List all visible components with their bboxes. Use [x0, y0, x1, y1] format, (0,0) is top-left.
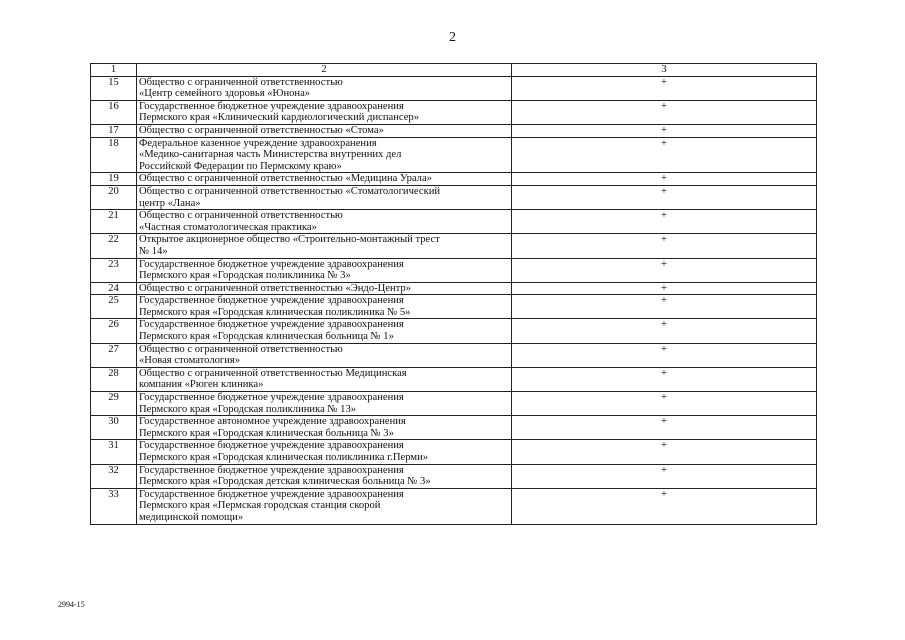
institution-name-cell: Государственное бюджетное учреждение здравоохранения Пермского края «Городская клиническая поликлиника № 5»: [137, 295, 512, 319]
table-row: [91, 464, 817, 488]
table-row: [91, 295, 817, 319]
institution-name-cell: Открытое акционерное общество «Строительно-монтажный трест № 14»: [137, 234, 512, 258]
mark-cell: +: [512, 319, 817, 343]
mark-cell: +: [512, 100, 817, 124]
institution-name-cell: Общество с ограниченной ответственностью «Центр семейного здоровья «Юнона»: [137, 76, 512, 100]
row-number-cell: 29: [91, 392, 137, 416]
header-col-3: 3: [512, 64, 817, 77]
table-row: [91, 367, 817, 391]
table-row: [91, 173, 817, 186]
institution-name-cell: Государственное бюджетное учреждение здравоохранения Пермского края «Пермская городская станция скорой медицинской помощи»: [137, 488, 512, 524]
institution-name-cell: Государственное автономное учреждение здравоохранения Пермского края «Городская клиническая больница № 3»: [137, 416, 512, 440]
mark-cell: +: [512, 367, 817, 391]
row-number-cell: 18: [91, 137, 137, 173]
table-row: [91, 440, 817, 464]
mark-cell: +: [512, 234, 817, 258]
institution-name-cell: Государственное бюджетное учреждение здравоохранения Пермского края «Городская клиническая поликлиника г.Перми»: [137, 440, 512, 464]
mark-cell: +: [512, 258, 817, 282]
row-number-cell: 30: [91, 416, 137, 440]
mark-cell: +: [512, 185, 817, 209]
mark-cell: +: [512, 295, 817, 319]
institution-name-cell: Государственное бюджетное учреждение здравоохранения Пермского края «Городская поликлиника № 13»: [137, 392, 512, 416]
institution-name-cell: Государственное бюджетное учреждение здравоохранения Пермского края «Городская поликлиника № 3»: [137, 258, 512, 282]
table-row: [91, 210, 817, 234]
institution-name-cell: Общество с ограниченной ответственностью Медицинская компания «Рюген клиника»: [137, 367, 512, 391]
mark-cell: +: [512, 137, 817, 173]
row-number-cell: 23: [91, 258, 137, 282]
institution-name-cell: Государственное бюджетное учреждение здравоохранения Пермского края «Клинический кардиологический диспансер»: [137, 100, 512, 124]
institution-name-cell: Государственное бюджетное учреждение здравоохранения Пермского края «Городская клиническая больница № 1»: [137, 319, 512, 343]
row-number-cell: 32: [91, 464, 137, 488]
mark-cell: +: [512, 343, 817, 367]
row-number-cell: 26: [91, 319, 137, 343]
row-number-cell: 31: [91, 440, 137, 464]
mark-cell: +: [512, 464, 817, 488]
institution-name-cell: Государственное бюджетное учреждение здравоохранения Пермского края «Городская детская клиническая больница № 3»: [137, 464, 512, 488]
institutions-table: [90, 63, 817, 525]
institution-name-cell: Федеральное казенное учреждение здравоохранения «Медико-санитарная часть Министерства внутренних дел Российской Федерации по Пермскому краю»: [137, 137, 512, 173]
table-row: [91, 258, 817, 282]
row-number-cell: 28: [91, 367, 137, 391]
table-row: [91, 137, 817, 173]
mark-cell: +: [512, 210, 817, 234]
table-body: [91, 64, 817, 525]
table-row: [91, 185, 817, 209]
table-row: [91, 100, 817, 124]
mark-cell: +: [512, 76, 817, 100]
row-number-cell: 25: [91, 295, 137, 319]
mark-cell: +: [512, 440, 817, 464]
row-number-cell: 19: [91, 173, 137, 186]
table-row: [91, 319, 817, 343]
institution-name-cell: Общество с ограниченной ответственностью «Новая стоматология»: [137, 343, 512, 367]
row-number-cell: 21: [91, 210, 137, 234]
table-row: [91, 392, 817, 416]
institution-name-cell: Общество с ограниченной ответственностью «Стома»: [137, 124, 512, 137]
row-number-cell: 27: [91, 343, 137, 367]
table-row: [91, 416, 817, 440]
mark-cell: +: [512, 173, 817, 186]
institution-name-cell: Общество с ограниченной ответственностью «Эндо-Центр»: [137, 282, 512, 295]
mark-cell: +: [512, 488, 817, 524]
table-row: [91, 76, 817, 100]
mark-cell: +: [512, 282, 817, 295]
row-number-cell: 16: [91, 100, 137, 124]
table-row: [91, 343, 817, 367]
table-row: [91, 234, 817, 258]
mark-cell: +: [512, 392, 817, 416]
document-code: 2994-15: [58, 600, 85, 609]
header-col-1: 1: [91, 64, 137, 77]
table-row: [91, 488, 817, 524]
institution-name-cell: Общество с ограниченной ответственностью «Частная стоматологическая практика»: [137, 210, 512, 234]
header-col-2: 2: [137, 64, 512, 77]
row-number-cell: 17: [91, 124, 137, 137]
row-number-cell: 22: [91, 234, 137, 258]
row-number-cell: 15: [91, 76, 137, 100]
mark-cell: +: [512, 416, 817, 440]
page-number: 2: [449, 30, 456, 45]
row-number-cell: 33: [91, 488, 137, 524]
institution-name-cell: Общество с ограниченной ответственностью «Стоматологический центр «Лана»: [137, 185, 512, 209]
institution-name-cell: Общество с ограниченной ответственностью «Медицина Урала»: [137, 173, 512, 186]
table-row: [91, 124, 817, 137]
row-number-cell: 20: [91, 185, 137, 209]
mark-cell: +: [512, 124, 817, 137]
table-row: [91, 282, 817, 295]
table-header-row: [91, 64, 817, 77]
row-number-cell: 24: [91, 282, 137, 295]
